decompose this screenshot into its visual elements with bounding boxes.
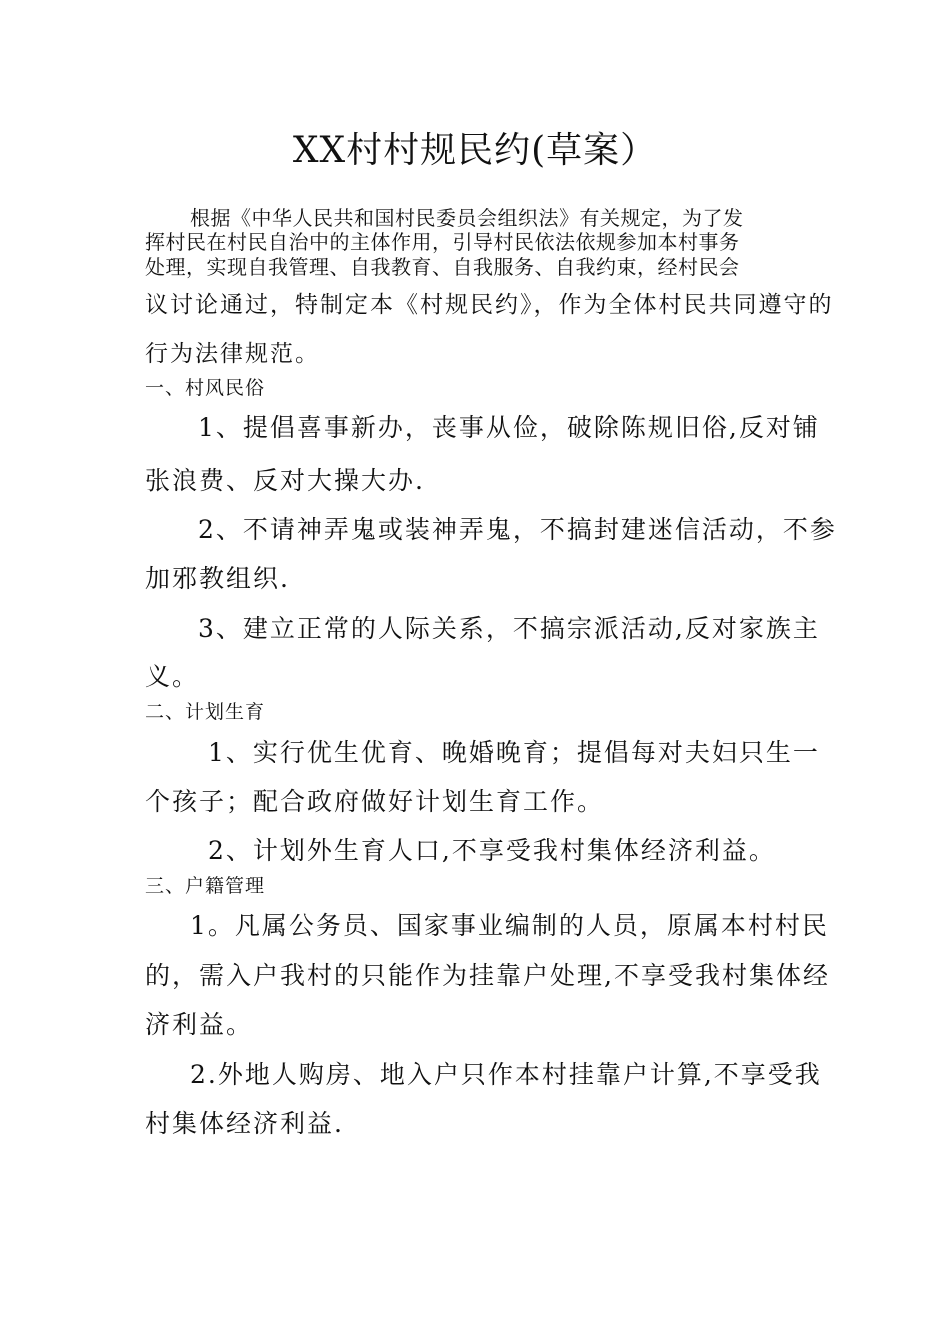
sec2-item1-line1: 1、实行优生优育、晚婚晚育；提倡每对夫妇只生一 bbox=[208, 738, 820, 767]
sec1-item1-line2: 张浪费、反对大操大办. bbox=[145, 466, 425, 495]
intro-line-4: 议讨论通过，特制定本《村规民约》，作为全体村民共同遵守的 bbox=[145, 292, 834, 318]
sec3-item1-line3: 济利益。 bbox=[145, 1010, 254, 1039]
sec1-item3-line2: 义。 bbox=[145, 662, 200, 691]
sec1-item1-line1: 1、提倡喜事新办，丧事从俭，破除陈规旧俗,反对铺 bbox=[198, 413, 820, 442]
section-heading-3: 三、户籍管理 bbox=[145, 875, 266, 897]
section-heading-1: 一、村风民俗 bbox=[145, 377, 266, 399]
sec3-item2-line1: 2.外地人购房、地入户只作本村挂靠户计算,不享受我 bbox=[190, 1060, 822, 1089]
sec1-item2-line1: 2、不请神弄鬼或装神弄鬼，不搞封建迷信活动，不参 bbox=[198, 515, 837, 544]
sec2-item1-line2: 个孩子；配合政府做好计划生育工作。 bbox=[145, 787, 605, 816]
sec1-item2-line2: 加邪教组织. bbox=[145, 564, 290, 593]
intro-line-3: 处理，实现自我管理、自我教育、自我服务、自我约束，经村民会 bbox=[145, 255, 740, 279]
intro-line-2: 挥村民在村民自治中的主体作用，引导村民依法依规参加本村事务 bbox=[145, 230, 740, 254]
sec2-item2-line1: 2、计划外生育人口,不享受我村集体经济利益。 bbox=[208, 836, 776, 865]
document-title: XX村村规民约(草案） bbox=[292, 130, 658, 171]
sec1-item3-line1: 3、建立正常的人际关系，不搞宗派活动,反对家族主 bbox=[198, 614, 820, 643]
sec3-item2-line2: 村集体经济利益. bbox=[145, 1109, 344, 1138]
sec3-item1-line2: 的，需入户我村的只能作为挂靠户处理,不享受我村集体经 bbox=[145, 961, 830, 990]
intro-line-1: 根据《中华人民共和国村民委员会组织法》有关规定，为了发 bbox=[190, 206, 744, 230]
section-heading-2: 二、计划生育 bbox=[145, 701, 266, 723]
sec3-item1-line1: 1。凡属公务员、国家事业编制的人员，原属本村村民 bbox=[190, 911, 829, 940]
intro-line-5: 行为法律规范。 bbox=[145, 341, 320, 367]
